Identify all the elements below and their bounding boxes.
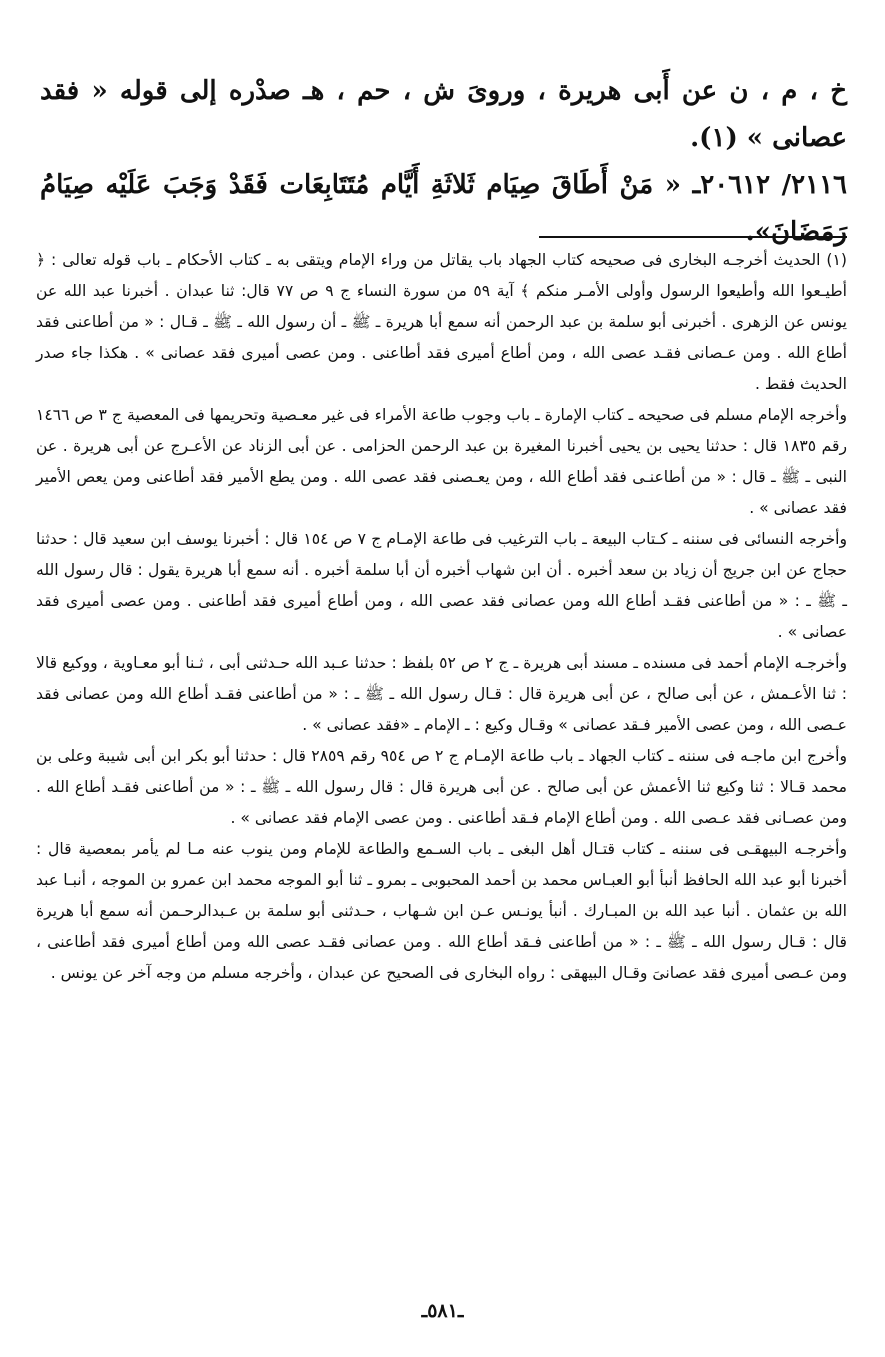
footnote-paragraph-ahmad: وأخرجـه الإمام أحمد فى مسنده ـ مسند أبى هريرة ـ ج ٢ ص ٥٢ بلفظ : حدثنا عـبد الله حـدثنى أبى ، ثـنا أبو معـاوية ، ووكيع قالا : ثنا الأعـمش ، عن أبى صالح ، عن أبى هريرة قال : قـال رسول الله ـ ﷺ ـ : « من أطاعنى فقـد أطاع الله ومن عصانى فقد عـصى الله ، ومن عصى الأمير فـقد عصانى » وقـال وكيع : ـ الإمام ـ «فقد عصانى » . — [36, 654, 847, 734]
main-text-line-2: ٢١١٦/ ٢٠٦١٢ـ « مَنْ أَطَاقَ صِيَام ثَلاثَةِ أَيَّام مُتَتَابِعَات فَقَدْ وَجَبَ عَلَيْه صِيَامُ رَمَضَانَ». — [40, 170, 847, 247]
footnote-paragraph-nasai: وأخرجه النسائى فى سننه ـ كـتاب البيعة ـ باب الترغيب فى طاعة الإمـام ج ٧ ص ١٥٤ قال : أخبرنا يوسف ابن سعيد قال : حدثنا حجاج عن ابن جريج أن زياد بن سعد أخبره . أن ابن شهاب أخبره أن أبا سلمة أخبره . أنه سمع أبا هريرة يقول : قال رسول الله ـ ﷺ ـ : « من أطاعنى فقـد أطاع الله ومن عصانى فقد عصى الله ، ومن أطاع أميرى فقد أطاعنى . ومن عصى أميرى فقد عصانى » . — [36, 530, 847, 641]
footnote-paragraph-bukhari: (١) الحديث أخرجـه البخارى فى صحيحه كتاب الجهاد باب يقاتل من وراء الإمام ويتقى به ـ كتاب الأحكام ـ باب قوله تعالى : ﴿ أطيـعوا الله وأطيعوا الرسول وأولى الأمـر منكم ﴾ آية ٥٩ من سورة النساء ج ٩ ص ٧٧ قال: ثنا عبدان . أخبرنا عبد الله عن يونس عن الزهرى . أخبرنى أبو سلمة بن عبد الرحمن أنه سمع أبا هريرة ـ ﷺ ـ أن رسول الله ـ ﷺ ـ قـال : « من أطاعنى فقد أطاع الله . ومن عـصانى فقـد عصى الله ، ومن أطاع أميرى فقد أطاعنى . ومن عصى أميرى فقد عصانى » . هكذا جاء صدر الحديث فقط . — [36, 251, 847, 393]
footnote-paragraph-muslim: وأخرجه الإمام مسلم فى صحيحه ـ كتاب الإمارة ـ باب وجوب طاعة الأمراء فى غير معـصية وتحريمها فى المعصية ج ٣ ص ١٤٦٦ رقم ١٨٣٥ قال : حدثنا يحيى بن يحيى أخبرنا المغيرة بن عبد الرحمن الحزامى . عن أبى الزناد عن الأعـرج عن أبى هريرة . عن النبى ـ ﷺ ـ قال : « من أطاعنـى فقد أطاع الله ، ومن يعـصنى فقد عصى الله . ومن يطع الأمير فقد أطاعنى ومن يعص الأمير فقد عصانى » . — [36, 406, 847, 517]
footnote-paragraph-ibn-majah: وأخرج ابن ماجـه فى سننه ـ كتاب الجهاد ـ باب طاعة الإمـام ج ٢ ص ٩٥٤ رقم ٢٨٥٩ قال : حدثنا أبو بكر ابن أبى شيبة وعلى بن محمد قـالا : ثنا وكيع ثنا الأعمش عن أبى صالح . عن أبى هريرة قال : قال رسول الله ـ ﷺ ـ : « من أطاعنى فقـد أطاع الله . ومن عصـانى فقد عـصى الله . ومن أطاع الإمام فـقد أطاعنى . ومن عصى الإمام فقد عصانى » . — [36, 747, 847, 827]
main-text-line-1: خ ، م ، ن عن أَبى هريرة ، وروىَ ش ، حم ، هـ صدْره إلى قوله « فقد عصانى » (١). — [40, 76, 847, 153]
footnote-paragraph-bayhaqi: وأخرجـه البيهقـى فى سننه ـ كتاب قتـال أهل البغى ـ باب السـمع والطاعة للإمام ومن ينوب عنه مـا لم يأمر بمعصية قال : أخبرنا أبو عبد الله الحافظ أنبأ أبو العبـاس محمد بن أحمد المحبوبى ـ بمرو ـ ثنا أبو الموجه محمد ابن عمرو بن الموجه ، أنبـا عبد الله بن عثمان . أنبا عبد الله بن المبـارك . أنبأ يونـس عـن ابن شـهاب ، حـدثنى أبو سلمة بن عـبدالرحـمن أنه سمع أبا هريرة قال : قـال رسول الله ـ ﷺ ـ : « من أطاعنى فـقد أطاع الله . ومن عصانى فقـد عصى الله ومن أطاع أميرى فقد أطاعنى ، ومن عـصى أميرى فقد عصانىَ وقـال البيهقى : رواه البخارى فى الصحيح عن عبدان ، وأخرجه مسلم من وجه آخر عن يونس . — [36, 840, 847, 982]
main-text — [40, 68, 847, 256]
page-number: ـ٥٨١ـ — [421, 1300, 464, 1322]
footnote-divider — [539, 236, 847, 238]
footnotes — [36, 245, 847, 989]
